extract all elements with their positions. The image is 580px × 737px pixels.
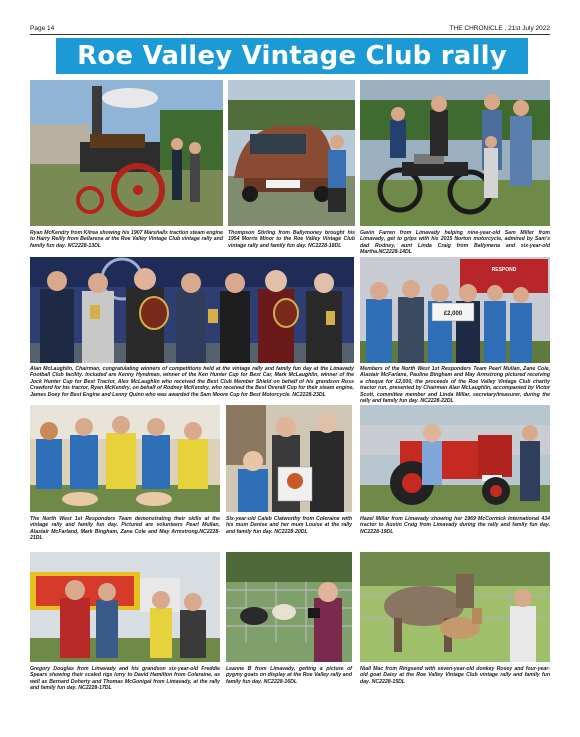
caption-norton-motorcycle: Gavin Farren from Limavady helping nine-year-old Sam Miller from Limavady, get to grips with his 2015 Norton motorcycle, admired by Sam's dad Rodney, aunt Linda Craig from Ballymena and six-year-old Martha.NC2228-14DL [360, 230, 550, 256]
pygmy-goats-photo [226, 552, 352, 662]
caption-mccormick-tractor: Hazel Millar from Limavady showing her 1969 McCormick International 434 tractor to Austin Craig from Limavady during the rally and family fun day. NC2228-19DL [360, 516, 550, 535]
caption-trophy-winners: Alan McLaughlin, Chairman, congratulating winners of competitions held at the vintage rally and family fun day at the Limavady Football Club facility. Included are Kenny Hyndman, winner of the Ken Hunter Cup for Best Car, Mark McLaughlin, winner of the Jock Hunter Cup for Best Tractor, Alex McLaughlin who received the Best Club Member Shield on behalf of his grandson Ross Crawford for his tractor, Ryan McKendry, on behalf of Rodney McKendry, who received the Best Overall Cup for their steam engine, James Doey for Best Engine and Lenny Quinn who was awarded the Sam Moore Cup for Best Motorcycle. NC2228-23DL [30, 366, 354, 398]
donkey-goat-photo [360, 552, 550, 662]
caption-scaled-lorry: Gregory Douglas from Limavady and his grandson six-year-old Freddie Spears showing their scaled rigs lorry to David Hamilton from Coleraine, as well as Bernard Doherty and Thomas McGonigal from Limavady, at the rally and family fun day. NC2228-17DL [30, 666, 220, 692]
first-responders-demo-photo [30, 405, 220, 512]
publication-date: THE CHRONICLE , 21st July 2022 [449, 25, 550, 32]
morris-minor-photo [228, 80, 355, 226]
banner-sign-text: RESPOND [491, 267, 517, 273]
mccormick-tractor-photo [360, 405, 550, 512]
headline-banner [56, 38, 528, 74]
norton-motorcycle-photo [360, 80, 550, 226]
caption-pygmy-goats: Leanne B from Limavady, getting a picture of pygmy goats on display at the Roe Valley rally and family fun day. NC2228-16DL [226, 666, 352, 685]
caption-morris-minor: Thompson Stirling from Ballymoney brought his 1954 Morris Minor to the Roe Valley Vintage Club vintage rally and family fun day. NC2228-18DL [228, 230, 355, 249]
cheque-amount-text: £2,000 [443, 311, 463, 317]
trophy-winners-photo [30, 257, 354, 363]
caption-caleb-family: Six-year-old Caleb Clatworthy from Coleraine with his mum Denise and her mum Louise at the rally and family fun day. NC2228-20DL [226, 516, 352, 535]
cheque-presentation-photo [360, 257, 550, 363]
caption-steam-engine: Ryan McKendry from Kilrea showing his 1907 Marshalls traction steam engine to Harry Reilly from Bellarena at the Roe Valley Vintage Club vintage rally and family fun day. NC2228-13DL [30, 230, 223, 249]
caption-donkey-goat: Niall Mac from Ringsend with seven-year-old donkey Rosey and four-year-old goat Daisy at the Roe Valley Vintage Club vintage rally and family fun day. NC2228-15DL [360, 666, 550, 685]
caleb-family-photo [226, 405, 352, 512]
page-number: Page 14 [30, 25, 55, 32]
scaled-lorry-photo [30, 552, 220, 662]
header-rule [30, 34, 550, 35]
steam-engine-photo [30, 80, 223, 226]
caption-cheque-presentation: Members of the North West 1st Responders Team Pearl Mullan, Zane Cole, Alastair McFarlane, Pauline Bingham and May Armstrong pictured receiving a cheque for £2,000, the proceeds of the Roe Valley Vintage Club charity tractor run, presented by Chairman Alan McLaughlin, accompanied by Victor Scott, committee member and Linda Millar, secretary/treasurer, during the rally and family fun day. NC2228-22DL [360, 366, 550, 405]
caption-first-responders-demo: The North West 1st Responders Team demonstrating their skills at the vintage rally and family fun day. Pictured are volunteers Pearl Mullan, Alastair McFarland, Mark Bingham, Zane Cole and May Armstrong.NC2228-21DL [30, 516, 220, 542]
headline: Roe Valley Vintage Club rally [77, 41, 507, 71]
